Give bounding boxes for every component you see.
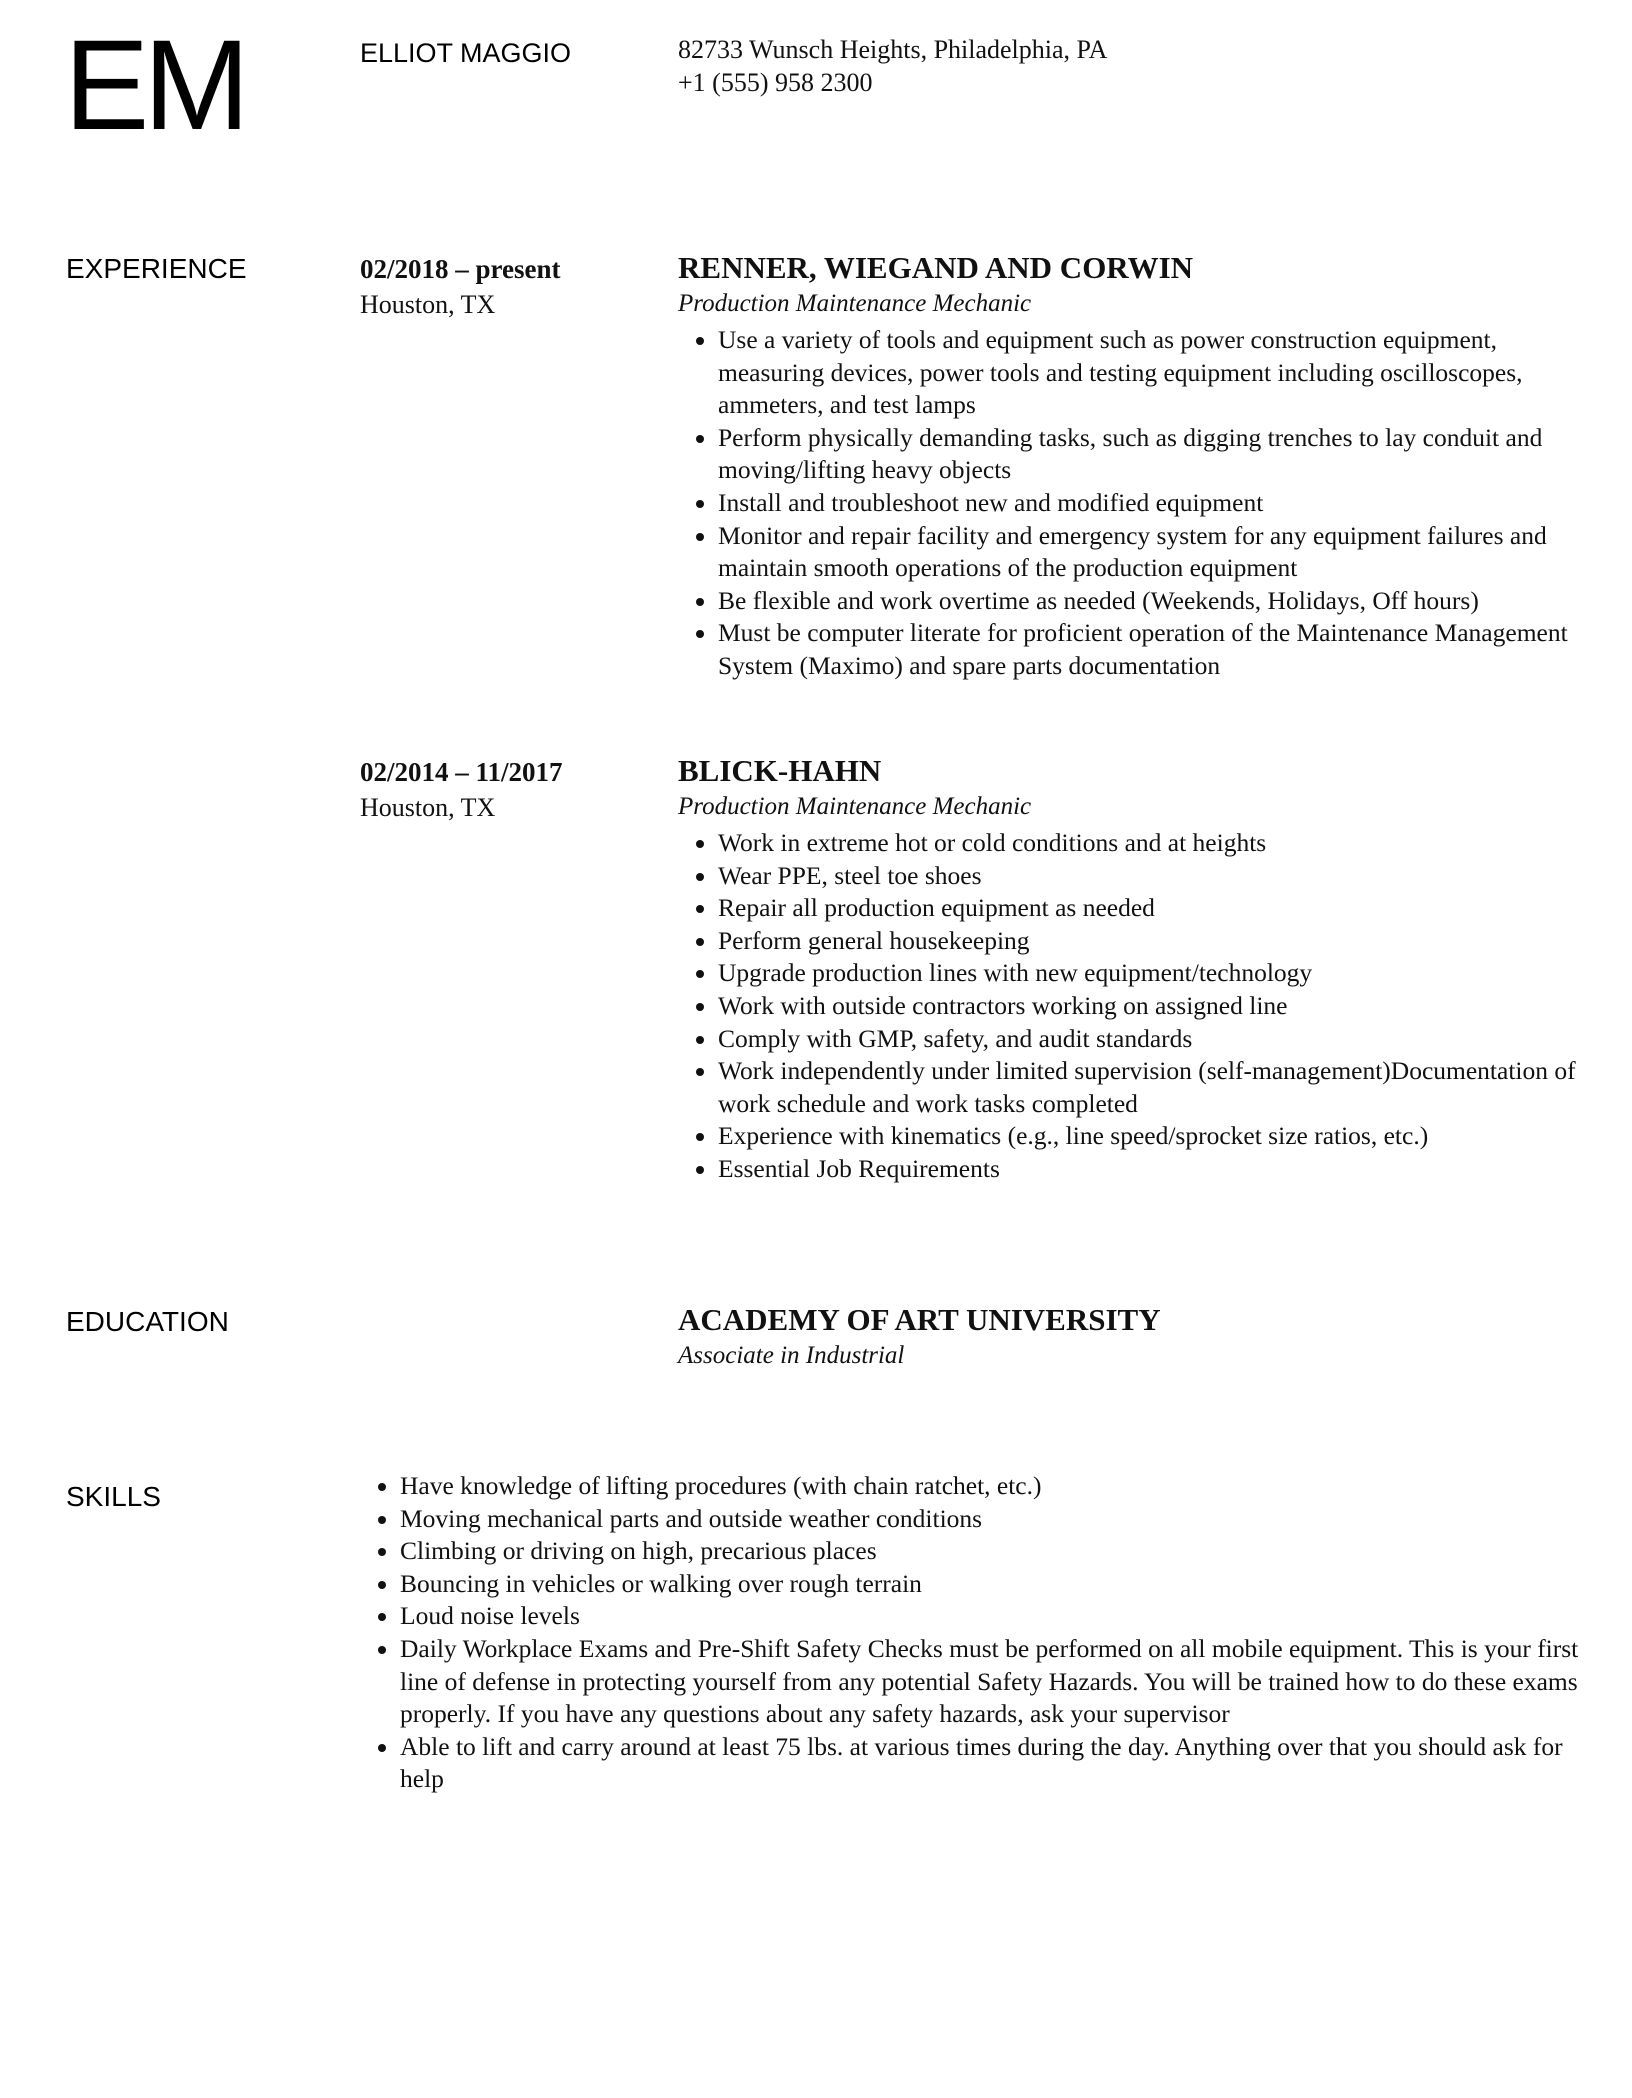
job-dates: 02/2014 – 11/2017 — [360, 757, 563, 787]
address: 82733 Wunsch Heights, Philadelphia, PA — [678, 35, 1108, 64]
company-name: BLICK-HAHN — [678, 753, 882, 788]
phone: +1 (555) 958 2300 — [678, 68, 873, 97]
job-1 — [678, 250, 1578, 683]
job-2 — [678, 753, 1578, 1186]
experience-heading: EXPERIENCE — [66, 253, 247, 284]
list-item: • Be flexible and work overtime as needed (Weekends, Holidays, Off hours) — [718, 585, 1578, 618]
company-name: RENNER, WIEGAND AND CORWIN — [678, 250, 1194, 285]
list-item: • Wear PPE, steel toe shoes — [718, 860, 1578, 893]
skills-list — [360, 1470, 1580, 1796]
list-item: • Work independently under limited supervision (self-management)Documentation of work schedule and work tasks completed — [718, 1055, 1578, 1120]
job-title: Production Maintenance Mechanic — [678, 793, 1032, 820]
job-duties — [678, 827, 1578, 1186]
list-item: • Bouncing in vehicles or walking over rough terrain — [400, 1568, 1580, 1601]
list-item: • Experience with kinematics (e.g., line speed/sprocket size ratios, etc.) — [718, 1120, 1578, 1153]
list-item: • Daily Workplace Exams and Pre-Shift Safety Checks must be performed on all mobile equipment. This is your first line of defense in protecting yourself from any potential Safety Hazards. You will be trained how to do these exams properly. If you have any questions about any safety hazards, ask your supervisor — [400, 1633, 1580, 1731]
list-item: • Comply with GMP, safety, and audit standards — [718, 1023, 1578, 1056]
candidate-name: ELLIOT MAGGIO — [360, 38, 572, 68]
list-item: • Work with outside contractors working on assigned line — [718, 990, 1578, 1023]
job-duties — [678, 324, 1578, 683]
list-item: • Able to lift and carry around at least 75 lbs. at various times during the day. Anything over that you should ask for help — [400, 1731, 1580, 1796]
job-location: Houston, TX — [360, 793, 496, 822]
list-item: • Essential Job Requirements — [718, 1153, 1578, 1186]
list-item: • Work in extreme hot or cold conditions and at heights — [718, 827, 1578, 860]
list-item: • Must be computer literate for proficient operation of the Maintenance Management System (Maximo) and spare parts documentation — [718, 617, 1578, 682]
degree: Associate in Industrial — [678, 1342, 905, 1369]
job-1-meta — [360, 252, 660, 324]
job-title: Production Maintenance Mechanic — [678, 290, 1032, 317]
monogram: EM — [64, 14, 244, 157]
list-item: • Perform general housekeeping — [718, 925, 1578, 958]
job-dates: 02/2018 – present — [360, 254, 561, 284]
school-name: ACADEMY OF ART UNIVERSITY — [678, 1302, 1161, 1337]
list-item: • Climbing or driving on high, precarious places — [400, 1535, 1580, 1568]
job-2-meta — [360, 755, 660, 827]
list-item: • Loud noise levels — [400, 1600, 1580, 1633]
skills-items — [360, 1470, 1580, 1796]
list-item: • Have knowledge of lifting procedures (with chain ratchet, etc.) — [400, 1470, 1580, 1503]
education-entry — [678, 1302, 1578, 1374]
list-item: • Upgrade production lines with new equipment/technology — [718, 957, 1578, 990]
list-item: • Perform physically demanding tasks, such as digging trenches to lay conduit and moving/lifting heavy objects — [718, 422, 1578, 487]
list-item: • Monitor and repair facility and emergency system for any equipment failures and maintain smooth operations of the production equipment — [718, 520, 1578, 585]
list-item: • Repair all production equipment as needed — [718, 892, 1578, 925]
education-heading: EDUCATION — [66, 1306, 229, 1337]
job-location: Houston, TX — [360, 290, 496, 319]
skills-heading: SKILLS — [66, 1481, 161, 1512]
list-item: • Moving mechanical parts and outside weather conditions — [400, 1503, 1580, 1536]
list-item: • Install and troubleshoot new and modified equipment — [718, 487, 1578, 520]
contact-info — [678, 33, 1107, 99]
list-item: • Use a variety of tools and equipment such as power construction equipment, measuring devices, power tools and testing equipment including oscilloscopes, ammeters, and test lamps — [718, 324, 1578, 422]
